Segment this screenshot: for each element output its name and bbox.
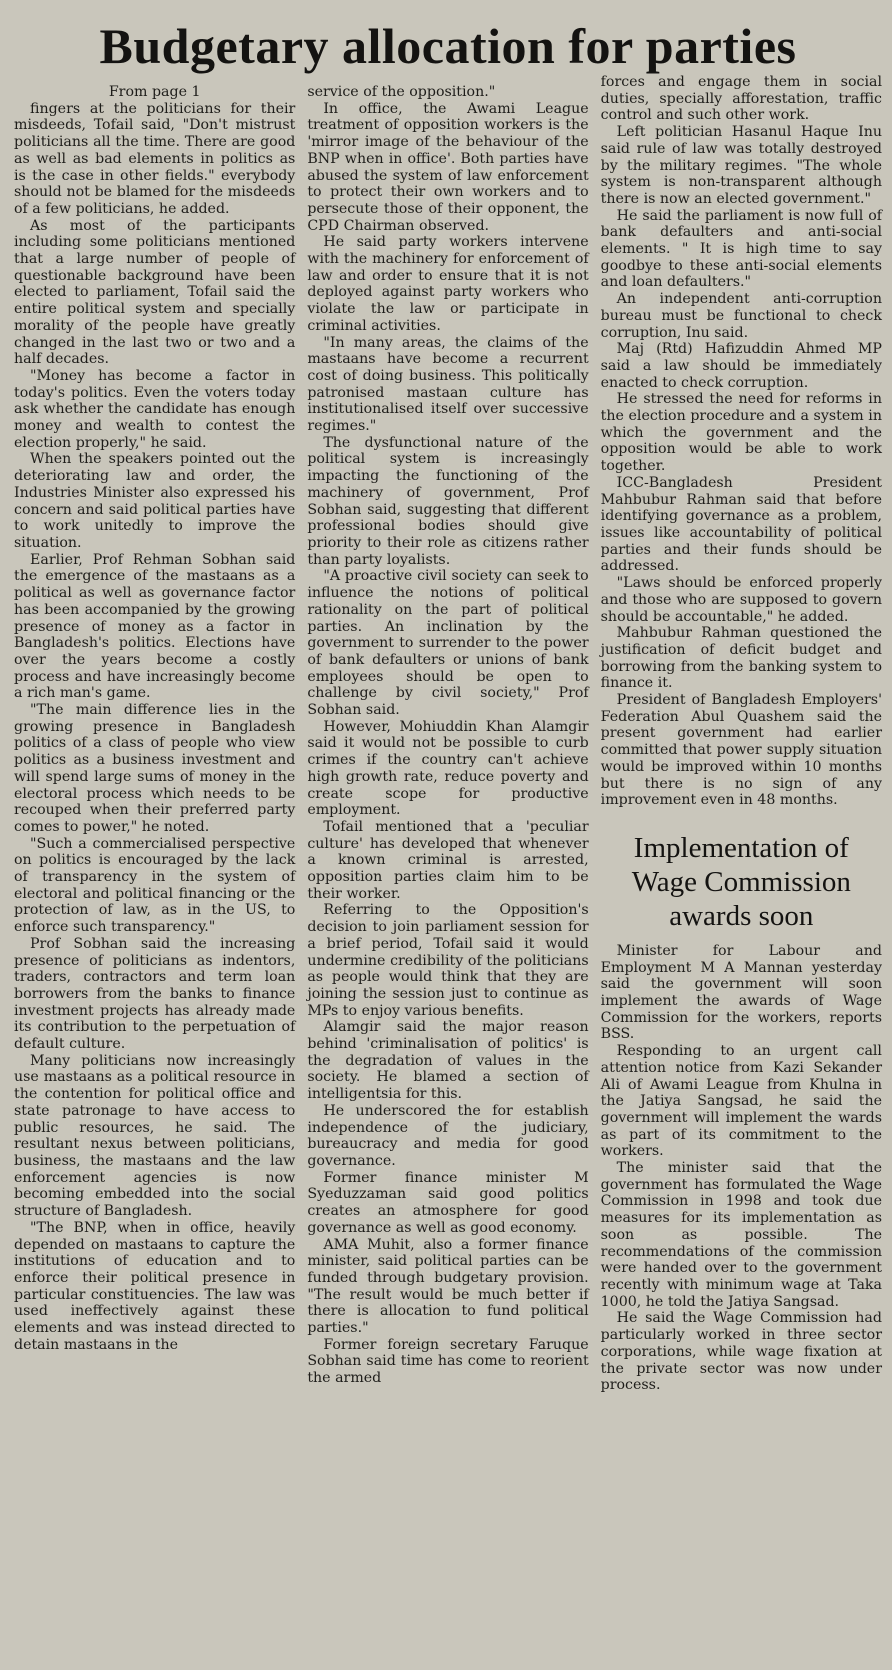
- side-story-paragraph: Responding to an urgent call attention notice from Kazi Sekander Ali of Awami League from Khulna in the Jatiya Sangsad, he said the government will implement the wards as part of its commitment to the workers.: [600, 1043, 882, 1160]
- column-2: [307, 84, 588, 1394]
- article-paragraph: He said the parliament is now full of bank defaulters and anti-social elements. " It is high time to say goodbye to these anti-social elements and loan defaulters.": [600, 207, 882, 291]
- from-page-label: From page 1: [108, 84, 201, 100]
- column-3: [601, 74, 882, 1394]
- article-columns: [14, 74, 882, 1394]
- article-paragraph: Referring to the Opposition's decision to join parliament session for a brief period, Tofail said it would undermine credibility of the politicians as people would think that they are joining the session just to continue as MPs to enjoy various benefits.: [307, 902, 589, 1019]
- article-paragraph: When the speakers pointed out the deteriorating law and order, the Industries Minister also expressed his concern and said political parties have to work unitedly to improve the situation.: [14, 451, 296, 551]
- article-paragraph: "The BNP, when in office, heavily depended on mastaans to capture the institutions of education and to enforce their political presence in particular constituencies. The law was used ineffectively against these elements and was instead directed to detain mastaans in the: [14, 1219, 296, 1353]
- article-paragraph: Tofail mentioned that a 'peculiar culture' has developed that whenever a known criminal is arrested, opposition parties claim him to be their worker.: [307, 818, 589, 902]
- article-paragraph: Left politician Hasanul Haque Inu said rule of law was totally destroyed by the military regimes. "The whole system is non-transparent although there is now an elected government.": [600, 124, 882, 207]
- article-paragraph: An independent anti-corruption bureau must be functional to check corruption, Inu said.: [600, 291, 882, 341]
- article-paragraph: The dysfunctional nature of the political system is increasingly impacting the functioning of the machinery of government, Prof Sobhan said, suggesting that different professional bodies should give priority to their role as citizens rather than party loyalists.: [307, 434, 589, 568]
- side-story-paragraph: The minister said that the government has formulated the Wage Commission in 1998 and took due measures for its implementation as soon as possible. The recommendations of the commission were handed over to the government recently with minimum wage at Taka 1000, he told the Jatiya Sangsad.: [600, 1160, 882, 1310]
- article-paragraph: Prof Sobhan said the increasing presence of politicians as indentors, traders, contractors and term loan borrowers from the banks to finance investment projects has already made its contribution to the perpetuation of default culture.: [14, 935, 296, 1053]
- article-paragraph: "In many areas, the claims of the mastaans have become a recurrent cost of doing business. This politically patronised mastaan culture has institutionalised itself over successive regimes.": [307, 334, 589, 435]
- article-paragraph: forces and engage them in social duties, specially afforestation, traffic control and such other work.: [600, 74, 882, 124]
- article-paragraph: "Money has become a factor in today's politics. Even the voters today ask whether the candidate has enough money and wealth to contest the election properly," he said.: [14, 367, 296, 451]
- article-paragraph: ICC-Bangladesh President Mahbubur Rahman said that before identifying governance as a problem, issues like accountability of political parties and their funds should be addressed.: [600, 474, 882, 575]
- article-paragraph: Maj (Rtd) Hafizuddin Ahmed MP said a law should be immediately enacted to check corruption.: [600, 341, 882, 391]
- article-paragraph: AMA Muhit, also a former finance minister, said political parties can be funded through budgetary provision. "The result would be much better if there is allocation to fund political parties.": [307, 1236, 589, 1337]
- article-paragraph: "The main difference lies in the growing presence in Bangladesh politics of a class of people who view politics as a business investment and will spend large sums of money in the electoral process which needs to be recouped when their preferred party comes to power," he noted.: [14, 702, 296, 835]
- article-paragraph: In office, the Awami League treatment of opposition workers is the 'mirror image of the behaviour of the BNP when in office'. Both parties have abused the system of law enforcement to protect their own workers and to persecute those of their opponent, the CPD Chairman observed.: [307, 100, 589, 234]
- article-paragraph: fingers at the politicians for their misdeeds, Tofail said, "Don't mistrust politicians all the time. There are good as well as bad elements in politics as is the case in other fields." everybody should not be blamed for the misdeeds of a few politicians, he added.: [14, 100, 296, 217]
- article-paragraph: As most of the participants including some politicians mentioned that a large number of people of questionable background have been elected to parliament, Tofail said the entire political system and specially morality of the people have greatly changed in the last two or two and a half decades.: [14, 217, 296, 368]
- article-paragraph: He said party workers intervene with the machinery for enforcement of law and order to ensure that it is not deployed against party workers who violate the law or participate in criminal activities.: [307, 234, 589, 334]
- article-paragraph: "Such a commercialised perspective on politics is encouraged by the lack of transparency in the system of electoral and political financing or the protection of law, as in the US, to enforce such transparency.": [14, 835, 296, 936]
- side-story-paragraph: He said the Wage Commission had particularly worked in three sector corporations, while wage fixation at the private sector was now under process.: [600, 1310, 882, 1394]
- article-paragraph: He underscored the for establish independence of the judiciary, bureaucracy and media for good governance.: [307, 1102, 589, 1169]
- side-story-paragraph: Minister for Labour and Employment M A Mannan yesterday said the government will soon implement the awards of Wage Commission for the workers, reports BSS.: [600, 942, 882, 1043]
- column-1: [14, 84, 295, 1394]
- article-paragraph: Earlier, Prof Rehman Sobhan said the emergence of the mastaans as a political as well as governance factor has been accompanied by the growing presence of money as a factor in Bangladesh's politics. Elections have over the years become a costly process and have increasingly become a rich man's game.: [14, 551, 296, 702]
- article-paragraph: However, Mohiuddin Khan Alamgir said it would not be possible to curb crimes if the country can't achieve high growth rate, reduce poverty and create scope for productive employment.: [307, 718, 589, 819]
- article-paragraph: He stressed the need for reforms in the election procedure and a system in which the government and the opposition would be able to work together.: [600, 391, 882, 475]
- side-story-headline: Implementation of Wage Commission awards soon: [631, 831, 851, 932]
- article-paragraph: "A proactive civil society can seek to influence the notions of political rationality on the part of political parties. An inclination by the government to surrender to the power of bank defaulters or unions of bank employees should be open to challenge by civil society," Prof Sobhan said.: [307, 568, 589, 719]
- article-paragraph: President of Bangladesh Employers' Federation Abul Quashem said the present government had earlier committed that power supply situation would be improved within 10 months but there is no sign of any improvement even in 48 months.: [600, 692, 882, 809]
- article-paragraph: Former finance minister M Syeduzzaman said good politics creates an atmosphere for good governance as well as good economy.: [307, 1169, 589, 1236]
- article-paragraph: "Laws should be enforced properly and those who are supposed to govern should be accountable," he added.: [600, 575, 882, 625]
- article-paragraph: Former foreign secretary Faruque Sobhan said time has come to reorient the armed: [307, 1336, 589, 1387]
- article-paragraph: Many politicians now increasingly use mastaans as a political resource in the contention for political office and state patronage to have access to public resources, he said. The resultant nexus between politicians, business, the mastaans and the law enforcement agencies is now becoming embedded into the social structure of Bangladesh.: [14, 1052, 296, 1220]
- article-paragraph: service of the opposition.": [307, 84, 496, 100]
- article-paragraph: Mahbubur Rahman questioned the justification of deficit budget and borrowing from the banking system to finance it.: [600, 625, 882, 692]
- article-paragraph: Alamgir said the major reason behind 'criminalisation of politics' is the degradation of values in the society. He blamed a section of intelligentsia for this.: [307, 1019, 589, 1103]
- main-headline: Budgetary allocation for parties: [99, 18, 797, 74]
